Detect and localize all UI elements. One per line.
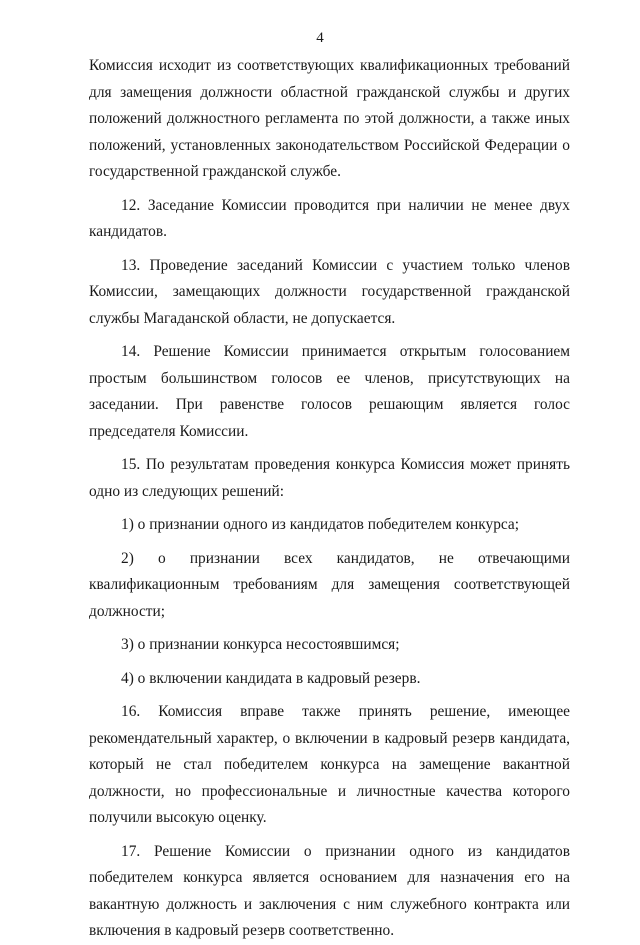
paragraph-13: 13. Проведение заседаний Комиссии с участием только членов Комиссии, замещающих должности государственной гражданской службы Магаданской области, не допускается. [89, 256, 570, 327]
list-item-3: 3) о признании конкурса несостоявшимся; [121, 636, 400, 653]
paragraph-14: 14. Решение Комиссии принимается открытым голосованием простым большинством голосов ее членов, присутствующих на заседании. При равенстве голосов решающим является голос председателя Комиссии. [89, 343, 570, 440]
list-item-2: 2) о признании всех кандидатов, не отвечающими квалификационным требованиям для замещения соответствующей должности; [89, 549, 570, 620]
paragraph-12: 12. Заседание Комиссии проводится при наличии не менее двух кандидатов. [89, 196, 570, 240]
paragraph-continuation: Комиссия исходит из соответствующих квалификационных требований для замещения должности областной гражданской службы и других положений должностного регламента по этой должности, а также иных положений, установленных законодательством Российской Федерации о государственной гражданской службе. [89, 57, 570, 180]
page-number: 4 [316, 30, 324, 46]
paragraph-17: 17. Решение Комиссии о признании одного из кандидатов победителем конкурса является основанием для назначения его на вакантную должность и заключения с ним служебного контракта или включения в кадровый резерв соответственно. [89, 842, 570, 939]
document-body [89, 53, 570, 945]
list-item-4: 4) о включении кандидата в кадровый резерв. [121, 669, 421, 687]
list-item-1: 1) о признании одного из кандидатов победителем конкурса; [121, 516, 520, 533]
paragraph-15: 15. По результатам проведения конкурса Комиссия может принять одно из следующих решений: [89, 456, 570, 500]
paragraph-16: 16. Комиссия вправе также принять решение, имеющее рекомендательный характер, о включении в кадровый резерв кандидата, который не стал победителем конкурса на замещение вакантной должности, но профессиональные и личностные качества которого получили высокую оценку. [89, 703, 570, 826]
